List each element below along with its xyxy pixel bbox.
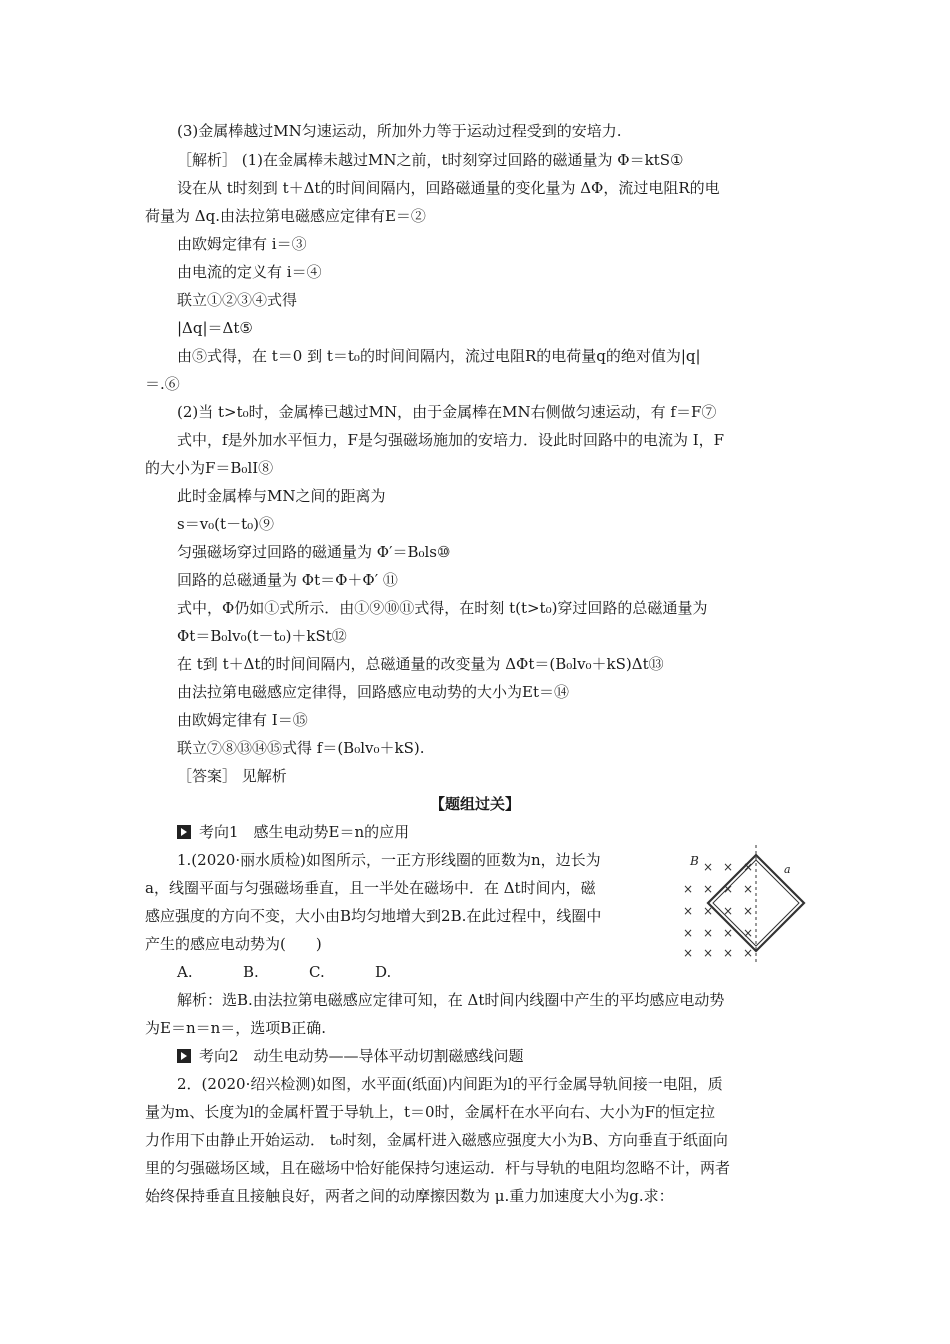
option-d: D. xyxy=(375,963,392,981)
option-b: B. xyxy=(243,963,259,981)
text-content: (3)金属棒越过MN匀速运动，所加外力等于运动过程受到的安培力. xyxy=(177,122,622,140)
field-cross-mark: × xyxy=(722,926,734,940)
text-line-l26 xyxy=(177,822,409,842)
text-content: 由⑤式得，在 t＝0 到 t＝t₀的时间间隔内，流过电阻R的电荷量q的绝对值为|q| xyxy=(177,347,701,365)
text-line-l25 xyxy=(0,794,950,814)
text-content: ＝.⑥ xyxy=(145,375,180,393)
text-line-l06 xyxy=(177,262,322,282)
text-line-l05 xyxy=(177,234,307,254)
text-line-l37 xyxy=(145,1130,728,1150)
side-label-a: a xyxy=(784,863,791,876)
field-cross-mark: × xyxy=(742,946,754,960)
text-content: 式中，f是外加水平恒力，F是匀强磁场施加的安培力．设此时回路中的电流为 I，F xyxy=(177,431,725,449)
field-cross-mark: × xyxy=(722,882,734,896)
text-content: 在 t到 t＋Δt的时间间隔内，总磁通量的改变量为 ΔΦt＝(B₀lv₀＋kS)Δt⑬ xyxy=(177,655,664,673)
field-cross-mark: × xyxy=(702,946,714,960)
coil-in-field-figure xyxy=(676,843,816,968)
text-content: 2．(2020·绍兴检测)如图，水平面(纸面)内间距为l的平行金属导轨间接一电阻，质 xyxy=(177,1075,723,1093)
text-line-l21 xyxy=(177,682,569,702)
option-c: C. xyxy=(309,963,325,981)
text-content: 回路的总磁通量为 Φt＝Φ＋Φ′ ⑪ xyxy=(177,571,398,589)
play-marker-icon xyxy=(177,825,191,839)
text-line-l10 xyxy=(145,374,180,394)
field-cross-mark: × xyxy=(742,882,754,896)
text-line-l15 xyxy=(177,514,274,534)
text-content: 感应强度的方向不变，大小由B均匀地增大到2B.在此过程中，线圈中 xyxy=(145,907,602,925)
text-line-l17 xyxy=(177,570,398,590)
text-content: 考向1 感生电动势E＝n的应用 xyxy=(199,823,410,841)
text-content: 匀强磁场穿过回路的磁通量为 Φ′＝B₀ls⑩ xyxy=(177,543,451,561)
text-line-l34 xyxy=(177,1046,524,1066)
text-content: 荷量为 Δq.由法拉第电磁感应定律有E＝② xyxy=(145,207,426,225)
text-content: 里的匀强磁场区域，且在磁场中恰好能保持匀速运动．杆与导轨的电阻均忽略不计，两者 xyxy=(145,1159,731,1177)
text-content: 联立⑦⑧⑬⑭⑮式得 f＝(B₀lv₀＋kS). xyxy=(177,739,425,757)
text-content: ［答案］ 见解析 xyxy=(177,767,287,785)
text-line-l32 xyxy=(177,990,724,1010)
field-cross-mark: × xyxy=(722,860,734,874)
text-content: Φt＝B₀lv₀(t－t₀)＋kSt⑫ xyxy=(177,627,347,645)
text-line-l30 xyxy=(145,934,322,954)
field-cross-mark: × xyxy=(702,860,714,874)
text-content: 量为m、长度为l的金属杆置于导轨上，t＝0时，金属杆在水平向右、大小为F的恒定拉 xyxy=(145,1103,716,1121)
text-line-l13 xyxy=(145,458,273,478)
text-content: 始终保持垂直且接触良好，两者之间的动摩擦因数为 μ.重力加速度大小为g.求： xyxy=(145,1187,674,1205)
text-line-l18 xyxy=(177,598,707,618)
field-cross-mark: × xyxy=(742,926,754,940)
text-line-l11 xyxy=(177,402,716,422)
text-content: 由电流的定义有 i＝④ xyxy=(177,263,322,281)
play-marker-icon xyxy=(177,1049,191,1063)
text-content: 联立①②③④式得 xyxy=(177,291,298,309)
text-content: 设在从 t时刻到 t＋Δt的时间间隔内，回路磁通量的变化量为 ΔΦ，流过电阻R的电 xyxy=(177,179,720,197)
text-line-l22 xyxy=(177,710,308,730)
text-line-l23 xyxy=(177,738,424,758)
text-content: a，线圈平面与匀强磁场垂直，且一半处在磁场中．在 Δt时间内，磁 xyxy=(145,879,596,897)
text-line-l09 xyxy=(177,346,701,366)
field-cross-mark: × xyxy=(742,860,754,874)
text-line-l01 xyxy=(177,121,622,141)
field-cross-mark: × xyxy=(682,882,694,896)
field-cross-mark: × xyxy=(742,904,754,918)
text-line-l12 xyxy=(177,430,724,450)
text-content: 由法拉第电磁感应定律得，回路感应电动势的大小为Et＝⑭ xyxy=(177,683,569,701)
text-content: 解析：选B.由法拉第电磁感应定律可知，在 Δt时间内线圈中产生的平均感应电动势 xyxy=(177,991,725,1009)
field-cross-mark: × xyxy=(722,946,734,960)
text-content: 为E＝n＝n＝，选项B正确. xyxy=(145,1019,327,1037)
text-line-l29 xyxy=(145,906,601,926)
text-content: 力作用下由静止开始运动． t₀时刻，金属杆进入磁感应强度大小为B、方向垂直于纸面向 xyxy=(145,1131,728,1149)
text-content: 【题组过关】 xyxy=(429,795,520,813)
text-line-l33 xyxy=(145,1018,326,1038)
text-content: ［解析］ (1)在金属棒未越过MN之前，t时刻穿过回路的磁通量为 Φ＝ktS① xyxy=(177,151,684,169)
field-cross-mark: × xyxy=(682,926,694,940)
text-line-l04 xyxy=(145,206,426,226)
text-content: (2)当 t>t₀时，金属棒已越过MN，由于金属棒在MN右侧做匀速运动，有 f＝F⑦ xyxy=(177,403,717,421)
field-label-b: B xyxy=(690,854,699,868)
text-content: 考向2 动生电动势——导体平动切割磁感线问题 xyxy=(199,1047,524,1065)
text-content: 产生的感应电动势为( ) xyxy=(145,935,322,953)
field-cross-mark: × xyxy=(702,904,714,918)
answer-options xyxy=(177,962,441,982)
text-line-l20 xyxy=(177,654,664,674)
text-line-l14 xyxy=(177,486,386,506)
text-content: 由欧姆定律有 i＝③ xyxy=(177,235,307,253)
magnetic-field-crosses xyxy=(683,860,753,960)
text-line-l39 xyxy=(145,1186,674,1206)
field-cross-mark: × xyxy=(702,926,714,940)
text-content: 的大小为F＝B₀lI⑧ xyxy=(145,459,274,477)
field-cross-mark: × xyxy=(702,882,714,896)
field-cross-mark: × xyxy=(682,946,694,960)
text-content: 式中，Φ仍如①式所示．由①⑨⑩⑪式得，在时刻 t(t>t₀)穿过回路的总磁通量为 xyxy=(177,599,708,617)
text-content: s＝v₀(t－t₀)⑨ xyxy=(177,515,274,533)
text-line-l28 xyxy=(145,878,596,898)
option-a: A. xyxy=(177,963,193,981)
text-content: 由欧姆定律有 I＝⑮ xyxy=(177,711,308,729)
text-line-l19 xyxy=(177,626,347,646)
text-line-l27 xyxy=(177,850,601,870)
text-line-l24 xyxy=(177,766,287,786)
text-line-l35 xyxy=(177,1074,723,1094)
field-cross-mark: × xyxy=(682,904,694,918)
text-content: 此时金属棒与MN之间的距离为 xyxy=(177,487,386,505)
text-line-l36 xyxy=(145,1102,715,1122)
text-content: 1.(2020·丽水质检)如图所示，一正方形线圈的匝数为n，边长为 xyxy=(177,851,601,869)
text-line-l03 xyxy=(177,178,720,198)
text-line-l08 xyxy=(177,318,253,338)
text-line-l07 xyxy=(177,290,297,310)
text-line-l38 xyxy=(145,1158,730,1178)
text-line-l02 xyxy=(177,150,683,170)
text-line-l16 xyxy=(177,542,450,562)
field-cross-mark: × xyxy=(722,904,734,918)
text-content: |Δq|＝Δt⑤ xyxy=(177,319,253,337)
